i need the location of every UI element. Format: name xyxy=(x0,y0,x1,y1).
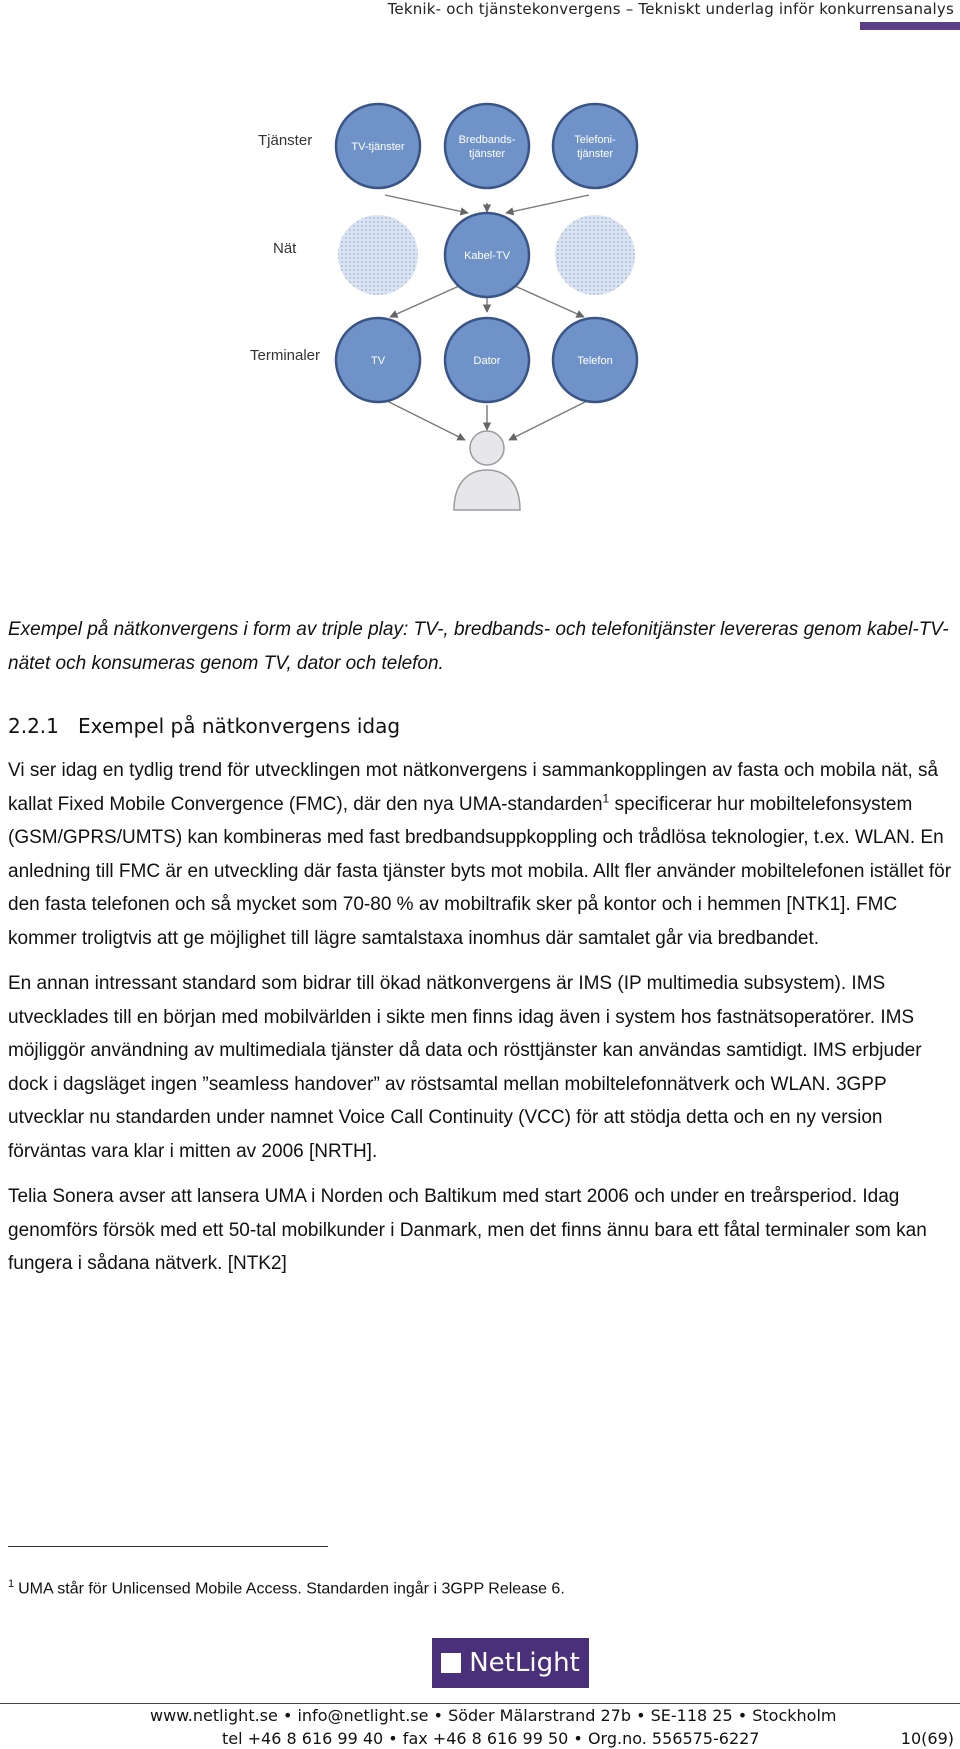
paragraph-ims: En annan intressant standard som bidrar till ökad nätkonvergens är IMS (IP multimedia subsystem). IMS utvecklades till en början med mobilvärlden i sikte men finns idag även i system hos fastnätsoperatörer. IMS möjliggör användning av multimediala tjänster då data och rösttjänster kan användas samtidigt. IMS erbjuder dock i dagsläget ingen ”seamless handover” av röstsamtal mellan mobiltelefonnätverk och WLAN. 3GPP utvecklar nu standarden under namnet Voice Call Continuity (VCC) för att stödja detta och en ny version förväntas vara klar i mitten av 2006 [NRTH]. xyxy=(8,973,922,1162)
footer-phone-line: tel +46 8 616 99 40 • fax +46 8 616 99 50 • Org.no. 556575-6227 xyxy=(222,1729,760,1748)
service-node-label: Telefoni- xyxy=(574,134,616,146)
footer-contact-line: www.netlight.se • info@netlight.se • Söder Mälarstrand 27b • SE-118 25 • Stockholm xyxy=(150,1706,837,1725)
netlight-logo xyxy=(432,1638,589,1688)
diagram-canvas xyxy=(240,100,740,590)
section-number: 2.2.1 xyxy=(8,714,59,738)
body-text xyxy=(8,754,954,1293)
footnote xyxy=(8,1578,565,1598)
service-node-label-line2: tjänster xyxy=(576,148,614,160)
service-node-tv xyxy=(336,104,420,188)
figure-caption: Exempel på nätkonvergens i form av triple play: TV-, bredbands- och telefonitjänster levereras genom kabel-TV-nätet och konsumeras genom TV, dator och telefon. xyxy=(8,619,949,674)
logo-text: NetLight xyxy=(469,1648,580,1678)
network-node-cable-tv xyxy=(445,213,529,297)
terminal-node-computer xyxy=(445,318,529,402)
terminal-node-tv xyxy=(336,318,420,402)
person-icon xyxy=(454,431,520,510)
paragraph-telia-sonera: Telia Sonera avser att lansera UMA i Norden och Baltikum med start 2006 och under en treårsperiod. Idag genomförs försök med ett 50-tal mobilkunder i Danmark, men det finns ännu bara ett fåtal terminaler som kan fungera i sådana nätverk. [NTK2] xyxy=(8,1186,927,1274)
paragraph-fmc-part1: Vi ser idag en tydlig trend för utvecklingen mot nätkonvergens i sammankopplingen av fasta och mobila nät, så kallat Fixed Mobile Convergence (FMC), där den nya UMA-standarden xyxy=(8,760,939,815)
terminal-node-phone xyxy=(553,318,637,402)
footnote-reference[interactable]: 1 xyxy=(602,791,610,806)
row-label-network: Nät xyxy=(273,240,297,257)
triple-play-diagram xyxy=(240,100,740,590)
service-node-label: TV-tjänster xyxy=(351,141,405,153)
page-number: 10(69) xyxy=(900,1729,954,1748)
footnote-text: UMA står för Unlicensed Mobile Access. Standarden ingår i 3GPP Release 6. xyxy=(18,1580,565,1598)
paragraph-fmc-part2: specificerar hur mobiltelefonsystem (GSM/GPRS/UMTS) kan kombineras med fast bredbandsuppkoppling och trådlösa teknologier, t.ex. WLAN. En anledning till FMC är en utveckling där fasta tjänster byts mot mobila. Allt fler använder mobiltelefonen istället för den fasta telefonen och så mycket som 70-80 % av mobiltrafik sker på kontor och i hemmen [NTK1]. FMC kommer troligtvis att ge möjlighet till lägre samtalstaxa inomhus där samtalet går via bredbandet. xyxy=(8,793,952,949)
network-node-inactive-right xyxy=(555,215,635,295)
paragraph-fmc xyxy=(8,754,954,955)
row-label-services: Tjänster xyxy=(258,132,313,149)
footer-divider xyxy=(0,1703,960,1704)
terminal-node-label: Telefon xyxy=(577,355,613,367)
service-node-telephony xyxy=(553,104,637,188)
service-node-label-line2: tjänster xyxy=(468,148,506,160)
section-heading xyxy=(8,714,400,738)
terminal-node-label: TV xyxy=(370,355,386,367)
footnote-divider xyxy=(8,1546,328,1547)
logo-square-icon xyxy=(441,1653,461,1673)
terminal-node-label: Dator xyxy=(473,355,501,367)
service-node-broadband xyxy=(445,104,529,188)
section-title: Exempel på nätkonvergens idag xyxy=(77,714,401,738)
service-node-label: Bredbands- xyxy=(458,134,516,146)
running-header: Teknik- och tjänstekonvergens – Tekniskt underlag inför konkurrensanalys xyxy=(387,0,954,18)
row-label-terminals: Terminaler xyxy=(250,347,321,364)
header-accent-bar xyxy=(860,22,960,30)
network-node-inactive-left xyxy=(338,215,418,295)
network-node-label: Kabel-TV xyxy=(464,250,510,262)
footnote-marker: 1 xyxy=(8,1578,15,1590)
